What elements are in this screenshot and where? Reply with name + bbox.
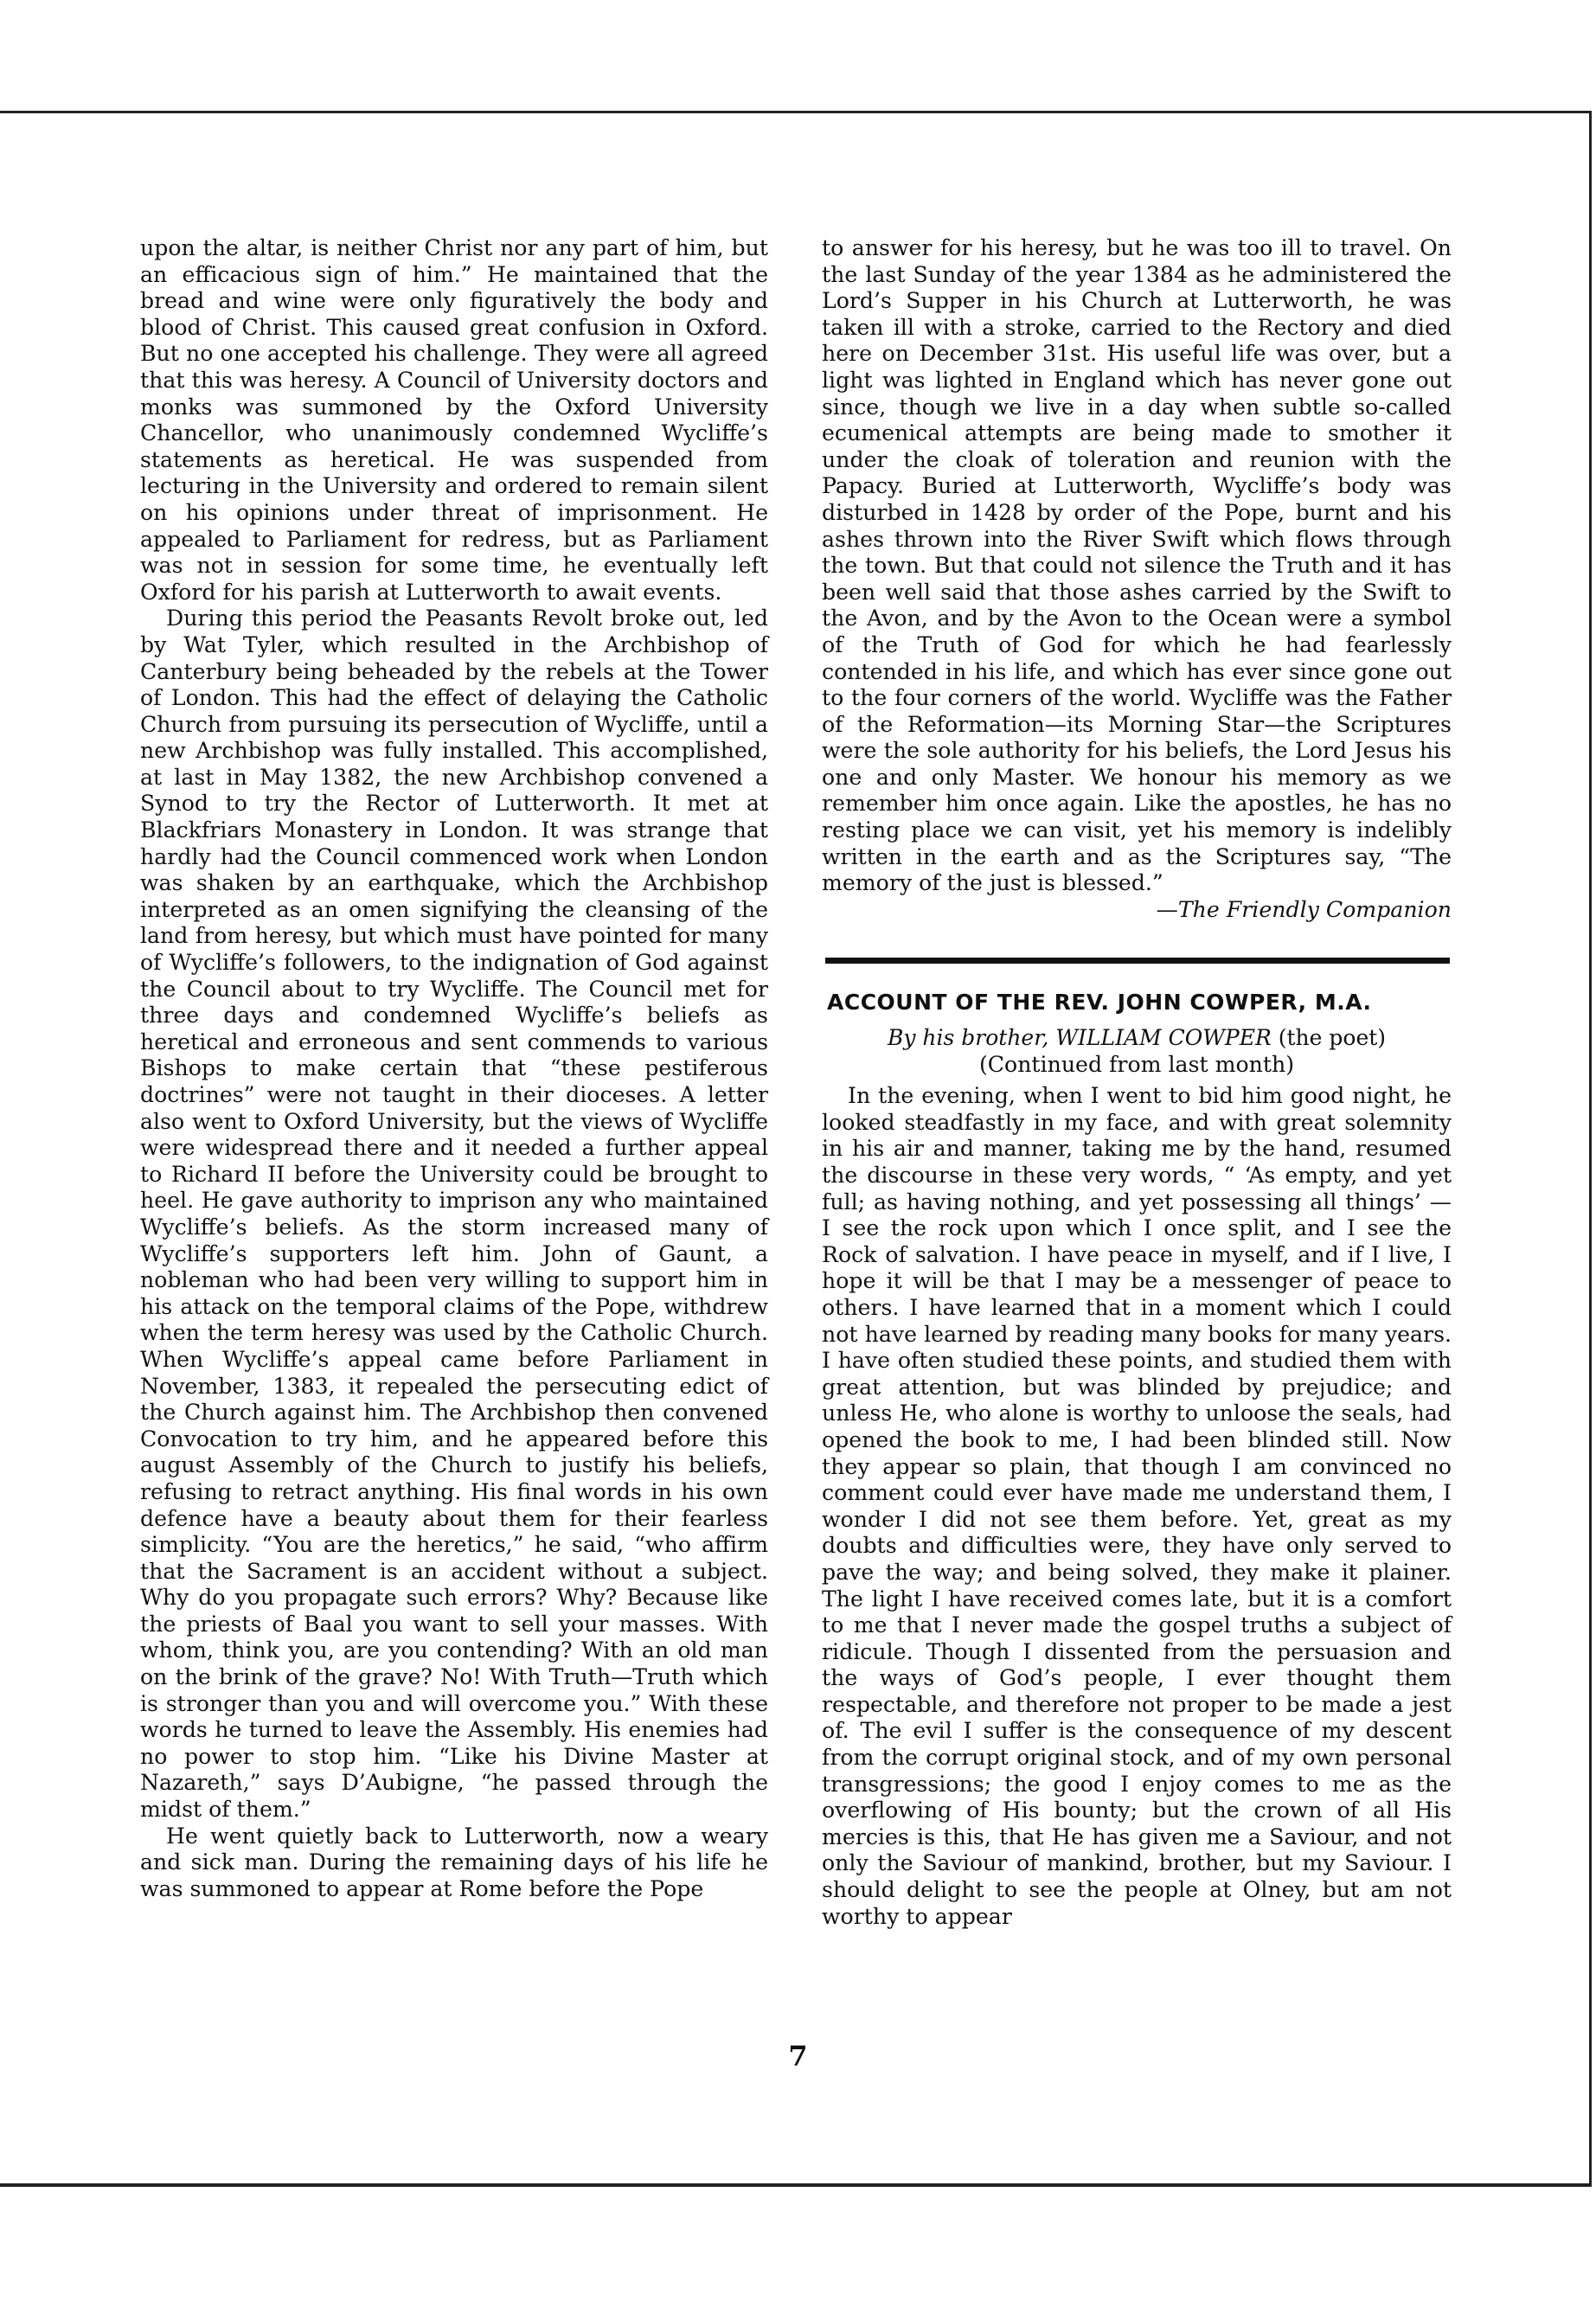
paragraph: He went quietly back to Lutterworth, now a weary and sick man. During the remaining days of his life he was summoned to appear at Rome before the Pope [140,1823,768,1901]
left-column [140,235,768,1902]
paragraph: In the evening, when I went to bid him good night, he looked steadfastly in my face, and with great solemnity in his air and manner, taking me by the hand, resumed the discourse in these very words, “ ‘As empty, and yet full; as having nothing, and yet possessing all things’ — I see the rock upon which I once split, and I see the Rock of salvation. I have peace in myself, and if I live, I hope it will be that I may be a messenger of peace to others. I have learned that in a moment which I could not have learned by reading many books for many years. I have often studied these points, and studied them with great attention, but was blinded by prejudice; and unless He, who alone is worthy to unloose the seals, had opened the book to me, I had been blinded still. Now they appear so plain, that though I am convinced no comment could ever have made me understand them, I wonder I did not see them before. Yet, great as my doubts and difficulties were, they have only served to pave the way; and being solved, they make it plainer. The light I have received comes late, but it is a comfort to me that I never made the gospel truths a subject of ridicule. Though I dissented from the persuasion and the ways of God’s people, I ever thought them respectable, and therefore not proper to be made a jest of. The evil I suffer is the consequence of my descent from the corrupt original stock, and of my own personal transgressions; the good I enjoy comes to me as the overflowing of His bounty; but the crown of all His mercies is this, that He has given me a Saviour, and not only the Saviour of mankind, brother, but my Saviour. I should delight to see the people at Olney, but am not worthy to appear [822,1083,1452,1929]
section-divider [825,958,1450,964]
page-number: 7 [788,2040,808,2073]
byline-suffix: (the poet) [1278,1025,1387,1051]
byline [822,1025,1452,1052]
byline-prefix: By his brother, [887,1025,1049,1051]
byline-author: WILLIAM COWPER [1055,1025,1272,1051]
paragraph: to answer for his heresy, but he was too ill to travel. On the last Sunday of the year 1384 as he administered the Lord’s Supper in his Church at Lutterworth, he was taken ill with a stroke, carried to the Rectory and died here on December 31st. His useful life was over, but a light was lighted in England which has never gone out since, though we live in a day when subtle so-called ecumenical attempts are being made to smother it under the cloak of toleration and reunion with the Papacy. Buried at Lutterworth, Wycliffe’s body was disturbed in 1428 by order of the Pope, burnt and his ashes thrown into the River Swift which flows through the town. But that could not silence the Truth and it has been well said that those ashes carried by the Swift to the Avon, and by the Avon to the Ocean were a symbol of the Truth of God for which he had fearlessly contended in his life, and which has ever since gone out to the four corners of the world. Wycliffe was the Father of the Reformation—its Morning Star—the Scriptures were the sole authority for his beliefs, the Lord Jesus his one and only Master. We honour his memory as we remember him once again. Like the apostles, he has no resting place we can visit, yet his memory is indelibly written in the earth and as the Scriptures say, “The memory of the just is blessed.” [822,235,1452,896]
paragraph: During this period the Peasants Revolt broke out, led by Wat Tyler, which resulted in the Archbishop of Canterbury being beheaded by the rebels at the Tower of London. This had the effect of delaying the Catholic Church from pursuing its persecution of Wycliffe, until a new Archbishop was fully installed. This accomplished, at last in May 1382, the new Archbishop convened a Synod to try the Rector of Lutterworth. It met at Blackfriars Monastery in London. It was strange that hardly had the Council commenced work when London was shaken by an earthquake, which the Archbishop interpreted as an omen signifying the cleansing of the land from heresy, but which must have pointed for many of Wycliffe’s followers, to the indignation of God against the Council about to try Wycliffe. The Council met for three days and condemned Wycliffe’s beliefs as heretical and erroneous and sent commends to various Bishops to make certain that “these pestiferous doctrines” were not taught in their dioceses. A letter also went to Oxford University, but the views of Wycliffe were widespread there and it needed a further appeal to Richard II before the University could be brought to heel. He gave authority to imprison any who maintained Wycliffe’s beliefs. As the storm increased many of Wycliffe’s supporters left him. John of Gaunt, a nobleman who had been very willing to support him in his attack on the temporal claims of the Pope, withdrew when the term heresy was used by the Catholic Church. When Wycliffe’s appeal came before Parliament in November, 1383, it repealed the persecuting edict of the Church against him. The Archbishop then convened Convocation to try him, and he appeared before this august Assembly of the Church to justify his beliefs, refusing to retract anything. His final words in his own defence have a beauty about them for their fearless simplicity. “You are the heretics,” he said, “who affirm that the Sacrament is an accident without a subject. Why do you propagate such errors? Why? Because like the priests of Baal you want to sell your masses. With whom, think you, are you contending? With an old man on the brink of the grave? No! With Truth—Truth which is stronger than you and will overcome you.” With these words he turned to leave the Assembly. His enemies had no power to stop him. “Like his Divine Master at Nazareth,” says D’Aubigne, “he passed through the midst of them.” [140,606,768,1823]
article-title: ACCOUNT OF THE REV. JOHN COWPER, M.A. [827,990,1372,1016]
paragraph: upon the altar, is neither Christ nor any part of him, but an efficacious sign of him.” He maintained that the bread and wine were only figuratively the body and blood of Christ. This caused great confusion in Oxford. But no one accepted his challenge. They were all agreed that this was heresy. A Council of University doctors and monks was summoned by the Oxford University Chancellor, who unanimously condemned Wycliffe’s statements as heretical. He was suspended from lecturing in the University and ordered to remain silent on his opinions under threat of imprisonment. He appealed to Parliament for redress, but as Parliament was not in session for some time, he eventually left Oxford for his parish at Lutterworth to await events. [140,235,768,605]
attribution: —The Friendly Companion [1156,896,1452,922]
right-column [822,235,1452,1930]
continued-note: (Continued from last month) [978,1051,1295,1077]
